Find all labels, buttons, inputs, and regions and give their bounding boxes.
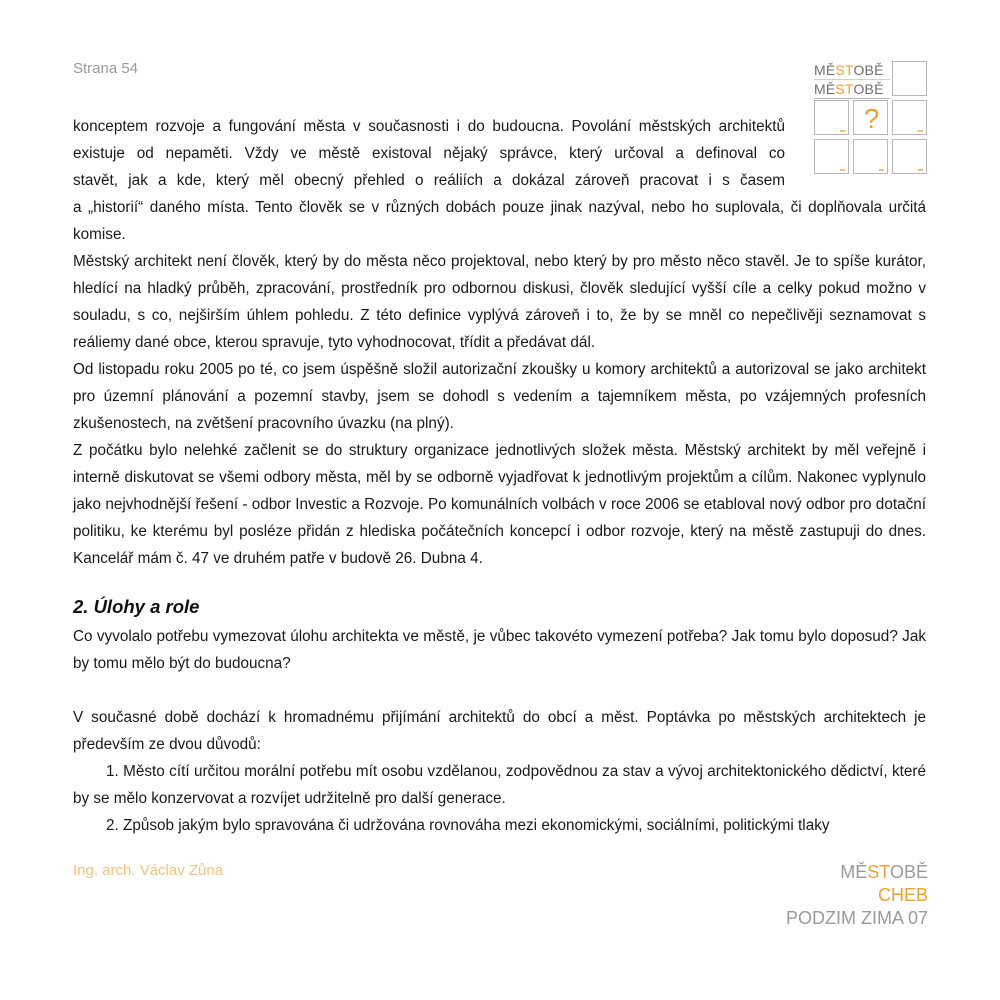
logo-cell	[853, 139, 888, 174]
list-item: 2. Způsob jakým bylo spravována či udržována rovnováha mezi ekonomickými, sociálními, politickými tlaky	[106, 817, 830, 834]
text-line: stavět, jak a kde, který měl obecný přehled o reáliích a dokázal zároveň pracovat i s časem	[73, 172, 785, 189]
section-question	[73, 623, 926, 677]
body-text-block	[73, 194, 926, 572]
footer-brand-name	[786, 861, 928, 884]
question-mark-icon: ?	[863, 103, 880, 134]
logo-text: MĚ	[814, 81, 836, 97]
logo-cell	[892, 139, 927, 174]
paragraph: Co vyvolalo potřebu vymezovat úlohu architekta ve městě, je vůbec takovéto vymezení potřeba? Jak tomu bylo doposud? Jak by tomu mělo být do budoucna?	[73, 628, 926, 672]
logo-text-highlight: ST	[835, 62, 854, 78]
logo-cell	[892, 61, 927, 96]
logo-text-highlight: ST	[835, 81, 854, 97]
paragraph: V současné době dochází k hromadnému přijímání architektů do obcí a měst. Poptávka po městských architektech je především ze dvou důvodů:	[73, 709, 926, 753]
brand-text: OBĚ	[889, 862, 928, 882]
logo-text: OBĚ	[853, 62, 884, 78]
paragraph: Z počátku bylo nelehké začlenit se do struktury organizace jednotlivých složek města. Městský architekt by měl veřejně i interně diskutovat se všemi odbory města, měl by se odborně vyjadřovat k jednotlivým projektům a cílům. Nakonec vyplynulo jako nejvhodnější řešení - odbor Investic a Rozvoje. Po komunálních volbách v roce 2006 se etabloval nový odbor pro dotační politiku, ke kterému byl posléze přidán z hlediska počátečních koncepcí i odbor rozvoje, který na městě zastupuji do dnes. Kancelář mám č. 47 ve druhém patře v budově 26. Dubna 4.	[73, 442, 926, 567]
text-line: existuje od nepaměti. Vždy ve městě existoval nějaký správce, který určoval a definoval co	[73, 145, 785, 162]
footer-brand	[786, 861, 928, 930]
paragraph: Od listopadu roku 2005 po té, co jsem úspěšně složil autorizační zkoušky u komory architektů a autorizoval se jako architekt pro územní plánování a pozemní stavby, jsem se dohodl s vedením a tajemníkem města, po vzájemných profesních zkušenostech, na zvětšení pracovního úvazku (na plný).	[73, 361, 926, 432]
intro-wrapped-lines	[73, 113, 785, 194]
section-heading: 2. Úlohy a role	[73, 596, 200, 617]
logo-cell	[892, 100, 927, 135]
logo-text: MĚ	[814, 62, 836, 78]
brand-text-highlight: ST	[867, 862, 890, 882]
logo-word-top	[814, 61, 890, 80]
paragraph: Městský architekt není člověk, který by do města něco projektoval, nebo který by pro město něco stavěl. Je to spíše kurátor, hledící na hladký průběh, zpracování, prostředník pro odbornou diskusi, člověk sledující vyšší cíle a celky pokud možno v souladu, s co, nejširším úhlem pohledu. Z této definice vyplývá zároveň i to, že by se mněl co nepečlivěji seznamovat s reáliemy dané obce, kterou spravuje, tyto vyhodnocovat, třídit a předávat dál.	[73, 253, 926, 351]
logo-cell	[814, 139, 849, 174]
mestobe-logo	[814, 61, 930, 177]
logo-word-bottom	[814, 80, 890, 98]
text-line: konceptem rozvoje a fungování města v současnosti i do budoucna. Povolání městských architektů	[73, 118, 785, 135]
footer-season: PODZIM ZIMA 07	[785, 908, 928, 928]
paragraph: a „historií“ daného místa. Tento člověk se v různých dobách pouze jinak nazýval, nebo ho suplovala, či doplňovala určitá komise.	[73, 199, 926, 243]
footer-author: Ing. arch. Václav Zůna	[73, 862, 224, 879]
list-item: 1. Město cítí určitou morální potřebu mít osobu vzdělanou, zodpovědnou za stav a vývoj architektonického dědictví, které by se mělo konzervovat a rozvíjet udržitelně pro další generace.	[73, 763, 926, 807]
logo-text: OBĚ	[853, 81, 884, 97]
logo-cell	[814, 100, 849, 135]
brand-text: MĚ	[840, 862, 868, 882]
page-number: Strana 54	[73, 60, 139, 77]
footer-city: CHEB	[877, 885, 928, 905]
section-body	[73, 704, 926, 839]
